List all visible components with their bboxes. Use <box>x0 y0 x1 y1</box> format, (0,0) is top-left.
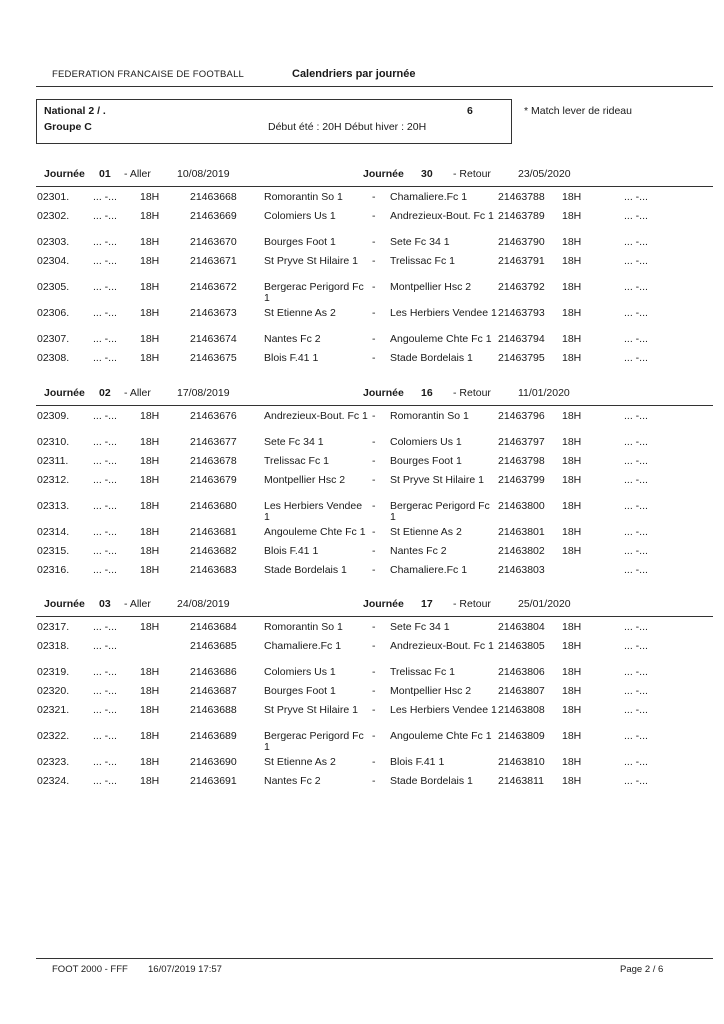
match-home-team: St Pryve St Hilaire 1 <box>264 704 358 716</box>
match-s2: ... -... <box>624 775 648 787</box>
match-away-team: Les Herbiers Vendee 1 <box>390 307 497 319</box>
competition-group: Groupe C <box>44 121 92 133</box>
match-t1: 18H <box>140 474 160 486</box>
match-no: 02306. <box>37 307 70 319</box>
match-id1: 21463672 <box>190 281 237 293</box>
match-home-team: Andrezieux-Bout. Fc 1 <box>264 410 368 422</box>
match-away-team: Sete Fc 34 1 <box>390 621 450 633</box>
match-t1: 18H <box>140 191 160 203</box>
match-home-team: Bourges Foot 1 <box>264 236 336 248</box>
organisation-name: FEDERATION FRANCAISE DE FOOTBALL <box>52 69 245 80</box>
match-s2: ... -... <box>624 436 648 448</box>
footer-divider <box>36 958 713 959</box>
match-home-team: Les Herbiers Vendee 1 <box>264 500 363 523</box>
match-s2: ... -... <box>624 210 648 222</box>
match-home-team: St Etienne As 2 <box>264 756 336 768</box>
match-away-team: Romorantin So 1 <box>390 410 469 422</box>
match-t2: 18H <box>562 455 582 467</box>
match-id1: 21463680 <box>190 500 237 512</box>
match-no: 02314. <box>37 526 70 538</box>
journee-header <box>36 598 713 614</box>
match-s1: ... -... <box>93 500 117 512</box>
journee-divider <box>36 186 713 187</box>
match-t1: 18H <box>140 621 160 633</box>
competition-name: National 2 / . <box>44 105 106 117</box>
match-row <box>0 475 724 499</box>
match-home-team: Blois F.41 1 <box>264 352 319 364</box>
journee-date: 11/01/2020 <box>518 387 570 399</box>
match-sep: - <box>372 474 376 486</box>
match-id1: 21463673 <box>190 307 237 319</box>
journee-label: Journée <box>363 168 404 180</box>
match-away-team: Stade Bordelais 1 <box>390 352 473 364</box>
match-s1: ... -... <box>93 666 117 678</box>
match-no: 02304. <box>37 255 70 267</box>
match-no: 02303. <box>37 236 70 248</box>
match-t2: 18H <box>562 191 582 203</box>
journee-number: 30 <box>421 168 433 180</box>
match-away-team: Les Herbiers Vendee 1 <box>390 704 497 716</box>
match-away-team: St Pryve St Hilaire 1 <box>390 474 484 486</box>
journee-phase: - Aller <box>124 387 151 399</box>
match-no: 02322. <box>37 730 70 742</box>
match-id2: 21463805 <box>498 640 545 652</box>
match-t1: 18H <box>140 666 160 678</box>
match-t1: 18H <box>140 775 160 787</box>
match-id1: 21463685 <box>190 640 237 652</box>
match-t1: 18H <box>140 255 160 267</box>
match-id2: 21463788 <box>498 191 545 203</box>
match-home-team: St Etienne As 2 <box>264 307 336 319</box>
match-s1: ... -... <box>93 545 117 557</box>
match-id2: 21463793 <box>498 307 545 319</box>
match-t2: 18H <box>562 640 582 652</box>
match-no: 02317. <box>37 621 70 633</box>
match-t1: 18H <box>140 410 160 422</box>
match-id1: 21463681 <box>190 526 237 538</box>
match-id2: 21463811 <box>498 775 544 787</box>
match-away-team: St Etienne As 2 <box>390 526 462 538</box>
match-t2: 18H <box>562 621 582 633</box>
match-t1: 18H <box>140 281 160 293</box>
match-id1: 21463682 <box>190 545 237 557</box>
match-row <box>0 731 724 755</box>
match-row <box>0 565 724 589</box>
match-away-team: Angouleme Chte Fc 1 <box>390 730 492 742</box>
match-s2: ... -... <box>624 640 648 652</box>
match-s2: ... -... <box>624 526 648 538</box>
match-no: 02323. <box>37 756 70 768</box>
match-s2: ... -... <box>624 500 648 512</box>
match-id2: 21463801 <box>498 526 545 538</box>
match-away-team: Sete Fc 34 1 <box>390 236 450 248</box>
match-s1: ... -... <box>93 307 117 319</box>
match-home-team: Angouleme Chte Fc 1 <box>264 526 366 538</box>
match-s2: ... -... <box>624 666 648 678</box>
match-t2: 18H <box>562 255 582 267</box>
match-id1: 21463668 <box>190 191 237 203</box>
match-home-team: Nantes Fc 2 <box>264 775 321 787</box>
match-sep: - <box>372 756 376 768</box>
match-row <box>0 776 724 800</box>
match-sep: - <box>372 352 376 364</box>
match-s1: ... -... <box>93 455 117 467</box>
match-home-team: Sete Fc 34 1 <box>264 436 324 448</box>
match-away-team: Stade Bordelais 1 <box>390 775 473 787</box>
page-title: Calendriers par journée <box>292 68 416 80</box>
match-no: 02321. <box>37 704 70 716</box>
match-row <box>0 353 724 377</box>
match-id1: 21463687 <box>190 685 237 697</box>
journee-date: 23/05/2020 <box>518 168 571 180</box>
match-s2: ... -... <box>624 730 648 742</box>
match-sep: - <box>372 500 376 512</box>
match-s1: ... -... <box>93 775 117 787</box>
match-id2: 21463800 <box>498 500 545 512</box>
match-s1: ... -... <box>93 191 117 203</box>
match-away-team: Nantes Fc 2 <box>390 545 447 557</box>
match-id1: 21463684 <box>190 621 237 633</box>
match-sep: - <box>372 621 376 633</box>
match-t2: 18H <box>562 775 582 787</box>
header-divider <box>36 86 713 87</box>
match-home-team: Romorantin So 1 <box>264 621 343 633</box>
match-id2: 21463791 <box>498 255 545 267</box>
match-s1: ... -... <box>93 436 117 448</box>
journee-label: Journée <box>363 387 404 399</box>
footer-page-number: Page 2 / 6 <box>620 964 664 975</box>
match-id2: 21463797 <box>498 436 545 448</box>
match-away-team: Andrezieux-Bout. Fc 1 <box>390 210 494 222</box>
match-sep: - <box>372 333 376 345</box>
match-s2: ... -... <box>624 410 648 422</box>
match-s2: ... -... <box>624 564 648 576</box>
match-away-team: Trelissac Fc 1 <box>390 255 455 267</box>
match-sep: - <box>372 730 376 742</box>
match-home-team: Bourges Foot 1 <box>264 685 336 697</box>
competition-number: 6 <box>467 105 473 117</box>
match-t2: 18H <box>562 410 582 422</box>
match-no: 02315. <box>37 545 70 557</box>
match-s1: ... -... <box>93 352 117 364</box>
match-t2: 18H <box>562 685 582 697</box>
match-s2: ... -... <box>624 474 648 486</box>
match-away-team: Montpellier Hsc 2 <box>390 281 472 293</box>
match-s2: ... -... <box>624 191 648 203</box>
match-no: 02313. <box>37 500 70 512</box>
match-t2: 18H <box>562 333 582 345</box>
match-away-team: Trelissac Fc 1 <box>390 666 455 678</box>
match-home-team: Romorantin So 1 <box>264 191 343 203</box>
match-t2: 18H <box>562 474 582 486</box>
journee-section <box>0 168 724 388</box>
match-s2: ... -... <box>624 621 648 633</box>
match-no: 02311. <box>37 455 69 467</box>
match-id2: 21463807 <box>498 685 545 697</box>
match-sep: - <box>372 775 376 787</box>
match-t2: 18H <box>562 756 582 768</box>
match-id1: 21463679 <box>190 474 237 486</box>
match-id1: 21463691 <box>190 775 237 787</box>
match-id1: 21463676 <box>190 410 237 422</box>
match-sep: - <box>372 255 376 267</box>
match-id1: 21463690 <box>190 756 237 768</box>
match-away-team: Blois F.41 1 <box>390 756 445 768</box>
journee-phase: - Retour <box>453 598 491 610</box>
match-away-team: Chamaliere.Fc 1 <box>390 191 468 203</box>
match-sep: - <box>372 564 376 576</box>
match-no: 02308. <box>37 352 70 364</box>
match-t1: 18H <box>140 756 160 768</box>
journee-phase: - Retour <box>453 387 491 399</box>
journee-header <box>36 168 713 184</box>
match-sep: - <box>372 281 376 293</box>
match-id2: 21463809 <box>498 730 545 742</box>
match-t1: 18H <box>140 730 160 742</box>
match-home-team: Blois F.41 1 <box>264 545 319 557</box>
match-row <box>0 641 724 665</box>
match-t2: 18H <box>562 210 582 222</box>
match-home-team: Stade Bordelais 1 <box>264 564 347 576</box>
match-id1: 21463670 <box>190 236 237 248</box>
match-s2: ... -... <box>624 352 648 364</box>
journee-date: 17/08/2019 <box>177 387 230 399</box>
match-s2: ... -... <box>624 756 648 768</box>
match-s2: ... -... <box>624 333 648 345</box>
match-no: 02318. <box>37 640 70 652</box>
match-row <box>0 411 724 435</box>
match-id2: 21463798 <box>498 455 545 467</box>
match-t2: 18H <box>562 500 582 512</box>
match-no: 02309. <box>37 410 70 422</box>
match-t1: 18H <box>140 685 160 697</box>
match-sep: - <box>372 685 376 697</box>
match-no: 02307. <box>37 333 70 345</box>
match-id2: 21463795 <box>498 352 545 364</box>
match-sep: - <box>372 640 376 652</box>
match-t2: 18H <box>562 526 582 538</box>
journee-divider <box>36 405 713 406</box>
match-id1: 21463669 <box>190 210 237 222</box>
match-id2: 21463790 <box>498 236 545 248</box>
match-id1: 21463689 <box>190 730 237 742</box>
journee-phase: - Aller <box>124 168 151 180</box>
footer-print-date: 16/07/2019 17:57 <box>148 964 222 975</box>
match-t1: 18H <box>140 352 160 364</box>
match-row <box>0 211 724 235</box>
match-home-team: Colomiers Us 1 <box>264 210 336 222</box>
match-t1: 18H <box>140 564 160 576</box>
match-t2: 18H <box>562 307 582 319</box>
match-s1: ... -... <box>93 333 117 345</box>
match-t1: 18H <box>140 500 160 512</box>
match-id2: 21463806 <box>498 666 545 678</box>
match-s1: ... -... <box>93 621 117 633</box>
match-s2: ... -... <box>624 704 648 716</box>
journee-number: 17 <box>421 598 433 610</box>
match-sep: - <box>372 307 376 319</box>
match-t2: 18H <box>562 545 582 557</box>
match-t1: 18H <box>140 236 160 248</box>
match-t1: 18H <box>140 307 160 319</box>
journee-section <box>0 598 724 818</box>
journee-date: 25/01/2020 <box>518 598 571 610</box>
match-no: 02316. <box>37 564 70 576</box>
match-id1: 21463671 <box>190 255 237 267</box>
match-id1: 21463674 <box>190 333 237 345</box>
match-id1: 21463686 <box>190 666 237 678</box>
match-id1: 21463688 <box>190 704 237 716</box>
match-id2: 21463796 <box>498 410 545 422</box>
match-away-team: Chamaliere.Fc 1 <box>390 564 468 576</box>
match-id2: 21463804 <box>498 621 545 633</box>
journee-number: 16 <box>421 387 433 399</box>
match-s1: ... -... <box>93 685 117 697</box>
match-sep: - <box>372 236 376 248</box>
journee-phase: - Aller <box>124 598 151 610</box>
match-s2: ... -... <box>624 685 648 697</box>
match-s1: ... -... <box>93 410 117 422</box>
match-s2: ... -... <box>624 455 648 467</box>
match-t2: 18H <box>562 352 582 364</box>
match-home-team: Bergerac Perigord Fc 1 <box>264 730 364 753</box>
match-row <box>0 705 724 729</box>
match-t2: 18H <box>562 436 582 448</box>
match-t2: 18H <box>562 236 582 248</box>
match-s1: ... -... <box>93 236 117 248</box>
match-home-team: Nantes Fc 2 <box>264 333 321 345</box>
match-no: 02302. <box>37 210 70 222</box>
match-s2: ... -... <box>624 255 648 267</box>
match-id2: 21463808 <box>498 704 545 716</box>
match-id2: 21463794 <box>498 333 545 345</box>
match-id2: 21463792 <box>498 281 545 293</box>
match-no: 02319. <box>37 666 70 678</box>
curtain-raiser-note: * Match lever de rideau <box>524 105 632 117</box>
match-sep: - <box>372 436 376 448</box>
journee-header <box>36 387 713 403</box>
match-no: 02324. <box>37 775 70 787</box>
match-t1: 18H <box>140 333 160 345</box>
match-row <box>0 501 724 525</box>
match-s1: ... -... <box>93 564 117 576</box>
match-t2: 18H <box>562 704 582 716</box>
footer-software: FOOT 2000 - FFF <box>52 964 128 975</box>
match-sep: - <box>372 666 376 678</box>
journee-date: 24/08/2019 <box>177 598 230 610</box>
match-away-team: Colomiers Us 1 <box>390 436 462 448</box>
match-home-team: Colomiers Us 1 <box>264 666 336 678</box>
journee-phase: - Retour <box>453 168 491 180</box>
match-s2: ... -... <box>624 307 648 319</box>
match-no: 02305. <box>37 281 70 293</box>
match-no: 02310. <box>37 436 70 448</box>
match-s1: ... -... <box>93 210 117 222</box>
match-away-team: Andrezieux-Bout. Fc 1 <box>390 640 494 652</box>
match-home-team: Montpellier Hsc 2 <box>264 474 346 486</box>
match-id1: 21463677 <box>190 436 237 448</box>
match-home-team: St Pryve St Hilaire 1 <box>264 255 358 267</box>
match-t2: 18H <box>562 666 582 678</box>
match-away-team: Angouleme Chte Fc 1 <box>390 333 492 345</box>
match-row <box>0 256 724 280</box>
match-s1: ... -... <box>93 730 117 742</box>
match-away-team: Montpellier Hsc 2 <box>390 685 472 697</box>
match-sep: - <box>372 410 376 422</box>
match-s1: ... -... <box>93 526 117 538</box>
match-t1: 18H <box>140 526 160 538</box>
match-t1: 18H <box>140 436 160 448</box>
match-s2: ... -... <box>624 236 648 248</box>
match-id2: 21463802 <box>498 545 545 557</box>
match-id1: 21463683 <box>190 564 237 576</box>
match-row <box>0 282 724 306</box>
match-no: 02312. <box>37 474 70 486</box>
match-id1: 21463675 <box>190 352 237 364</box>
journee-label: Journée <box>44 387 85 399</box>
match-id2: 21463799 <box>498 474 545 486</box>
match-sep: - <box>372 455 376 467</box>
match-sep: - <box>372 191 376 203</box>
match-s1: ... -... <box>93 640 117 652</box>
match-s2: ... -... <box>624 281 648 293</box>
journee-section <box>0 387 724 607</box>
journee-number: 01 <box>99 168 111 180</box>
match-away-team: Bourges Foot 1 <box>390 455 462 467</box>
match-t1: 18H <box>140 455 160 467</box>
match-sep: - <box>372 526 376 538</box>
match-id2: 21463810 <box>498 756 545 768</box>
match-id2: 21463789 <box>498 210 545 222</box>
match-sep: - <box>372 545 376 557</box>
journee-label: Journée <box>363 598 404 610</box>
match-s1: ... -... <box>93 255 117 267</box>
journee-label: Journée <box>44 168 85 180</box>
match-t2: 18H <box>562 730 582 742</box>
match-row <box>0 308 724 332</box>
kickoff-times: Début été : 20H Début hiver : 20H <box>268 121 427 133</box>
match-t1: 18H <box>140 545 160 557</box>
journee-number: 03 <box>99 598 111 610</box>
journee-label: Journée <box>44 598 85 610</box>
match-home-team: Trelissac Fc 1 <box>264 455 329 467</box>
match-sep: - <box>372 210 376 222</box>
journee-number: 02 <box>99 387 111 399</box>
match-no: 02301. <box>37 191 70 203</box>
match-home-team: Bergerac Perigord Fc 1 <box>264 281 364 304</box>
match-s2: ... -... <box>624 545 648 557</box>
match-t1: 18H <box>140 210 160 222</box>
match-sep: - <box>372 704 376 716</box>
journee-divider <box>36 616 713 617</box>
journee-date: 10/08/2019 <box>177 168 230 180</box>
match-s1: ... -... <box>93 474 117 486</box>
match-s1: ... -... <box>93 704 117 716</box>
match-s1: ... -... <box>93 756 117 768</box>
match-t1: 18H <box>140 704 160 716</box>
match-away-team: Bergerac Perigord Fc 1 <box>390 500 490 523</box>
match-no: 02320. <box>37 685 70 697</box>
match-t2: 18H <box>562 281 582 293</box>
match-id2: 21463803 <box>498 564 545 576</box>
match-id1: 21463678 <box>190 455 237 467</box>
match-s1: ... -... <box>93 281 117 293</box>
match-home-team: Chamaliere.Fc 1 <box>264 640 342 652</box>
